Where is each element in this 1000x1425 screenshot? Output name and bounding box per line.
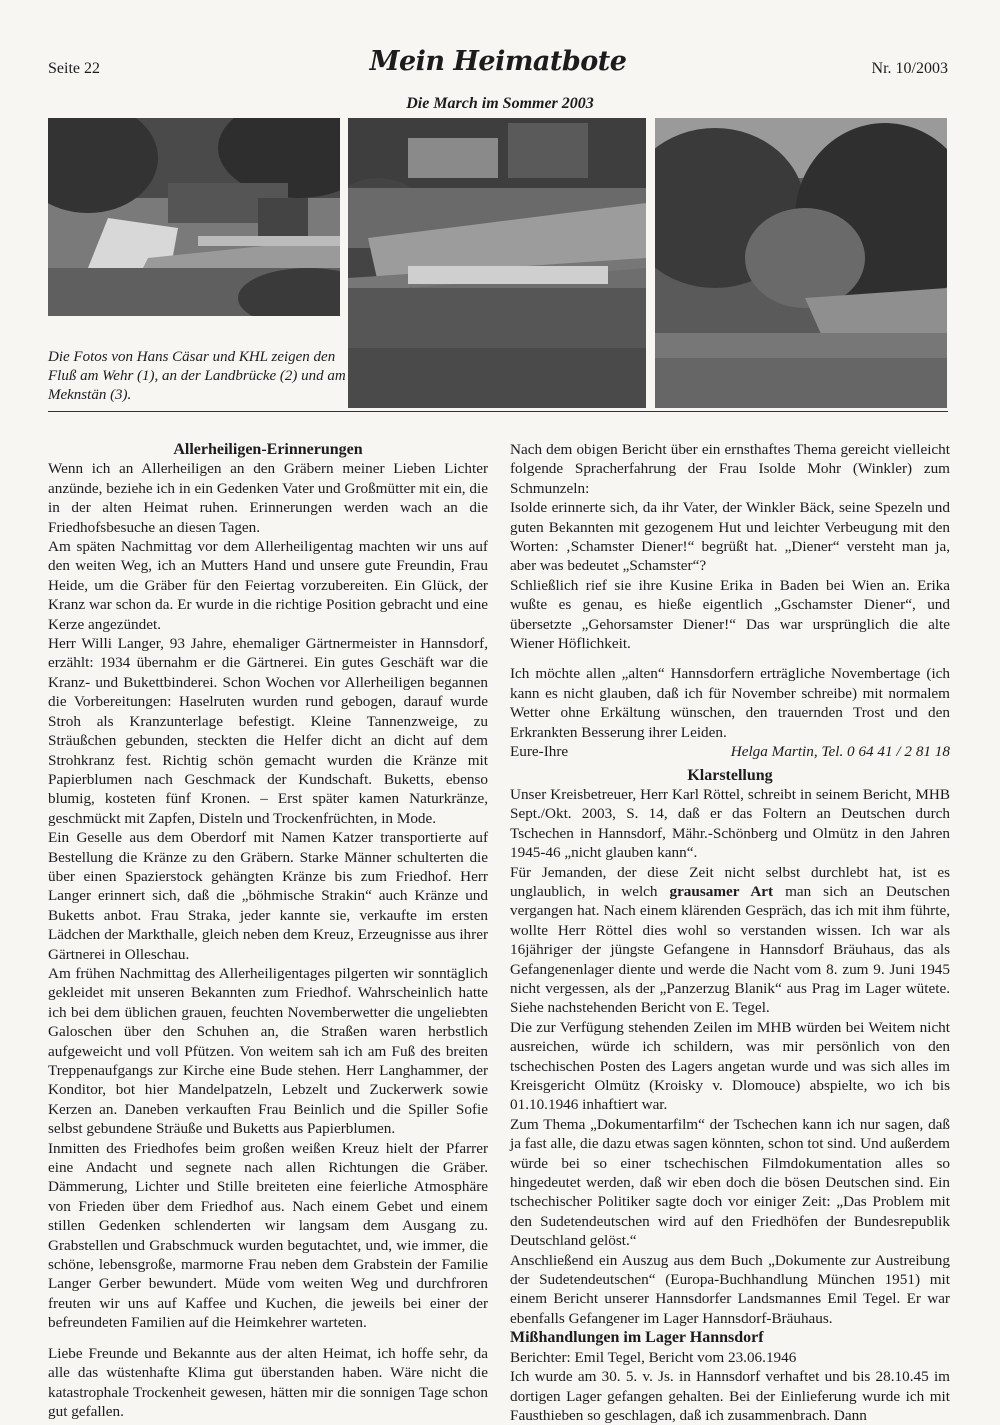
paragraph: Ich wurde am 30. 5. v. Js. in Hannsdorf verhaftet und bis 28.10.45 im dortigen Lager gefangen gehalten. Bei der Einlieferung wurde ich mit Fausthieben so geschlagen, daß ich zusammenbrach. Dann [510,1368,950,1424]
paragraph: Zum Thema „Dokumentarfilm“ der Tschechen kann ich nur sagen, daß ja fast alle, die dazu etwas sagen könnten, schon tot sind. Und außerdem würde bei so einer tschechischen Filmdokumentation alles so hingedeutet werden, daß wir eben doch die bösen Deutschen sind. Ein tschechischer Politiker sagte doch vor einiger Zeit: „Das Problem mit den Sudetendeutschen wird auf den Friedhöfen der Bundesrepublik Deutschland gelöst.“ [510,1115,950,1250]
article-title-allerheiligen: Allerheiligen-Erinnerungen [173,441,363,458]
closing: Eure-Ihre [510,743,569,761]
page-header [48,46,948,92]
article-title-klarstellung: Klarstellung [687,766,773,784]
photo-weir [48,118,340,316]
paragraph: Für Jemanden, der diese Zeit nicht selbst durchlebt hat, ist es unglaublich, in welch grausamer Art man sich an Deutschen vergangen hat. Nach einem klärenden Gespräch, das ich mit ihm führte, wollte Herr Röttel dies wohl so verstanden wissen. Ich war als 16jähriger der jüngste Gefangene in Hannsdorf Bräuhaus, das als Gefangenenlager diente und werde die Nacht vom 8. zum 9. Juni 1945 nicht vergessen, als der „Panzerzug Blanik“ aus Prag im Lager wütete. Siehe nachstehenden Bericht von E. Tegel. [510,863,951,1017]
paragraph: Anschließend ein Auszug aus dem Buch „Dokumente zur Austreibung der Sudetendeutschen“ (Europa-Buchhandlung München 1951) mit einem Bericht unserer Hannsdorfer Landsmannes Emil Tegel. Er war ebenfalls Gefangener im Lager Hannsdorf-Bräuhaus. [510,1251,950,1327]
signature-row [510,742,950,761]
paragraph: Nach dem obigen Bericht über ein ernsthaftes Thema gereicht vielleicht folgende Spracherfahrung der Frau Isolde Mohr (Winkler) zum Schmunzeln: [510,441,950,497]
paragraph: Schließlich rief sie ihre Kusine Erika in Baden bei Wien an. Erika wußte es genau, es hieße eigentlich „Gschamster Diener“, und übersetzte „Gehorsamster Diener!“ Das war ursprünglich die alte Wiener Höflichkeit. [510,576,950,653]
issue-number: Nr. 10/2003 [871,60,948,77]
paragraph: Isolde erinnerte sich, da ihr Vater, der Winkler Bäck, seine Spezeln und guten Bekannten mit gezogenem Hut und leichter Verbeugung mit den Worten: ‚Schamster Diener!“ begrüßt hat. „Diener“ versteht man ja, aber was bedeutet „Schamster“? [510,499,950,575]
right-column [510,440,950,1425]
photo-caption: Die Fotos von Hans Cäsar und KHL zeigen den Fluß am Wehr (1), an der Landbrücke (2) und am Meknstän (3). [48,349,346,403]
paragraph: Am frühen Nachmittag des Allerheiligentages pilgerten wir sonntäglich gekleidet mit unseren Bekannten zum Friedhof. Wahrscheinlich hatte ich bei dem üblichen grauen, feuchten Novemberwetter die ungeliebten Galoschen über den Schuhen an, die Straßen waren herbstlich aufgeweicht und voll Pfützen. Von weitem sah ich am Fuß des breiten Treppenaufgangs zur Kirche eine Bude stehen. Herr Langhammer, der Konditor, bot hier Mandelpatzeln, Lebzelt und Zuckerwerk sowie Kerzen an. Daneben verkauften Frau Beinlich und die Spiller Sofie selbst gebundene Sträuße und Buketts aus Papierblumen. [48,964,488,1138]
reporter-line: Berichter: Emil Tegel, Bericht vom 23.06.1946 [510,1348,797,1366]
photo-meknstaen [655,118,947,408]
left-column [48,440,488,1421]
paragraph: Inmitten des Friedhofes beim großen weißen Kreuz hielt der Pfarrer eine Andacht und segnete nach allen Richtungen die Gräber. Dämmerung, Lichter und Stille breiteten eine feierliche Atmosphäre von Frieden über dem Friedhof aus. Nach einem Gebet und einem stillen Gedenken schlenderten wir langsam dem Ausgang zu. Grabstellen und Grabschmuck wurden begutachtet, und, wie immer, die schöne, lebensgroße, marmorne Frau neben dem Grabstein der Familie Langer Gerber bewundert. Müde vom weiten Weg und durchfroren freuten wir uns auf Kaffee und Kuchen, die jeweils bei einer der befreundeten Familien auf die Heimkehrer warteten. [48,1139,488,1332]
paragraph: Wenn ich an Allerheiligen an den Gräbern meiner Lieben Lichter anzünde, beziehe ich in ein Gedenken Vater und Großmütter mit ein, die in der alten Heimat ruhen. Erinnerungen werden wach an die Friedhofsbesuche an diesen Tagen. [48,460,488,536]
photo-landbruecke [348,118,646,408]
paragraph: Herr Willi Langer, 93 Jahre, ehemaliger Gärtnermeister in Hannsdorf, erzählt: 1934 übernahm er die Gärtnerei. Ein gutes Geschäft war die Kranz- und Bukettbinderei. Schon Wochen vor Allerheiligen begannen die Vorbereitungen: Haselruten wurden rund gebogen, darauf wurde Stroh als Kranzunterlage befestigt. Kleine Tannenzweige, zu Sträußchen gebunden, steckten die Helfer dicht an dicht auf dem Strohkranz fest. Richtig schön gemacht wurden die Kränze mit Papierblumen nach Geschmack der Kundschaft. Buketts, ebenso blumig, kosteten fünf Kronen. – Erst später kamen Naturkränze, geschmückt mit Zapfen, Disteln und Trockenfrüchten, in Mode. [48,635,488,827]
paragraph: Ich möchte allen „alten“ Hannsdorfern erträgliche Novembertage (ich kann es nicht glauben, daß ich für November schreibe) mit normalem Wetter ohne Erkältung wünschen, den trauernden Trost und den Erkrankten Besserung ihrer Leiden. [510,665,950,741]
section-divider [48,411,948,412]
signature: Helga Martin, Tel. 0 64 41 / 2 81 18 [730,743,950,761]
paragraph: Unser Kreisbetreuer, Herr Karl Röttel, schreibt in seinem Bericht, MHB Sept./Okt. 2003, S. 14, daß er das Foltern an Deutschen durch Tschechen in Hannsdorf, Mähr.-Schönberg und Olmütz in den Jahren 1945-46 „nicht glauben kann“. [510,785,950,862]
page-number: Seite 22 [48,60,100,77]
article-title-misshandlungen: Mißhandlungen im Lager Hannsdorf [510,1329,764,1347]
paragraph: Ein Geselle aus dem Oberdorf mit Namen Katzer transportierte auf Bestellung die Kränze zu den Gräbern. Starke Männer schulterten die über einen Spazierstock gehängten Kränze bis zum Friedhof. Herr Langer erinnert sich, daß die „böhmische Strakin“ auch Kränze und Buketts anbot. Frau Straka, jeder kannte sie, verkaufte im ersten Lädchen der Markthalle, gleich neben dem Kreuz, Erzeugnisse aus ihrer Gärtnerei in Olleschau. [48,829,488,963]
paragraph: Liebe Freunde und Bekannte aus der alten Heimat, ich hoffe sehr, da alle das wüstenhafte Klima gut überstanden haben. Wäre nicht die katastrophale Trockenheit gewesen, hätten mir die sonnigen Tage schon gut gefallen. [48,1344,488,1420]
emphasis: grausamer Art [669,882,774,900]
paragraph: Am späten Nachmittag vor dem Allerheiligentag machten wir uns auf den weiten Weg, ich an Mutters Hand und unsere gute Freundin, Frau Heide, um die Gräber für den Feiertag vorzubereiten. Ein Glück, der Kranz war schon da. Er wurde in die richtige Position gebracht und eine Kerze angezündet. [48,538,488,633]
photo-heading: Die March im Sommer 2003 [406,95,594,112]
paragraph: Die zur Verfügung stehenden Zeilen im MHB würden bei Weitem nicht ausreichen, würde ich schildern, was mir persönlich von den tschechischen Posten des Lagers angetan wurde und was sich alles im Kreisgericht Olmütz (Kroisky v. Dlomouce) abspielte, wo ich bis 01.10.1946 inhaftiert war. [510,1018,950,1114]
masthead-logo: Mein Heimatbote [369,46,627,77]
